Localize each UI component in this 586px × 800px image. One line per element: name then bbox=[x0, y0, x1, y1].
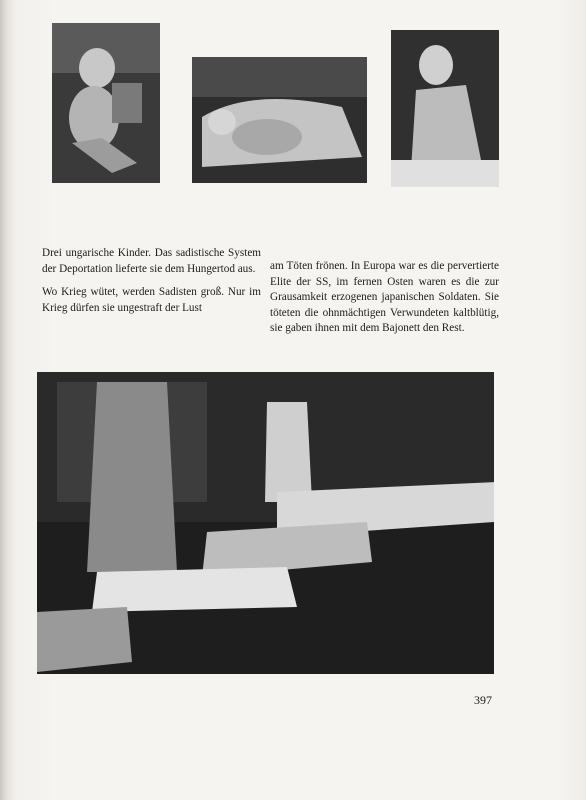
caption-paragraph-1: Drei ungarische Kinder. Das sadistische System der Deportation lieferte sie dem Hungertod aus. bbox=[42, 247, 261, 275]
photo-soldiers-bodies bbox=[37, 372, 494, 674]
caption-left-column bbox=[42, 246, 261, 316]
caption-right-column bbox=[270, 259, 499, 337]
photo-child-center bbox=[192, 57, 367, 183]
photo-child-left bbox=[52, 23, 160, 183]
page-number: 397 bbox=[474, 693, 492, 707]
caption-paragraph-3: am Töten frönen. In Europa war es die pervertierte Elite der SS, im fernen Osten waren es die zur Grausamkeit erzogenen japanischen Soldaten. Sie töteten die ohnmächtigen Verwundeten kaltblütig, sie gaben ihnen mit dem Bajonett den Rest. bbox=[270, 260, 499, 334]
caption-paragraph-2: Wo Krieg wütet, werden Sadisten groß. Nur im Krieg dürfen sie ungestraft der Lust bbox=[42, 286, 261, 314]
photo-child-right bbox=[391, 30, 499, 187]
